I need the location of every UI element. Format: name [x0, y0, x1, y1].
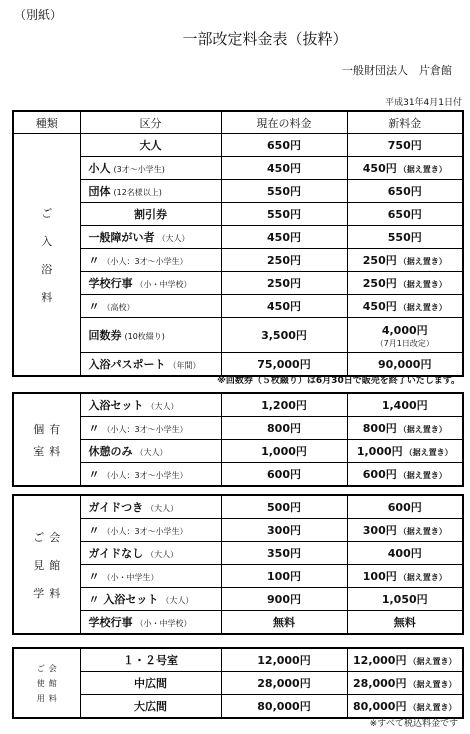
table-row: [13, 695, 463, 719]
current-price-cell: 100円: [221, 565, 347, 588]
new-price-note: （据え置き）: [404, 448, 453, 457]
category-name: 入浴パスポート: [88, 358, 166, 371]
section-label-char: 館: [49, 558, 61, 572]
current-price-cell: 3,500円: [221, 318, 347, 353]
category-name: 〃: [88, 300, 100, 313]
tour-fee-table: [12, 494, 464, 635]
new-price-cell: [347, 672, 463, 695]
hall-section-label: [13, 648, 80, 718]
new-price: 250円: [362, 277, 397, 290]
col-header-current: 現在の料金: [221, 111, 347, 134]
new-price-cell: [347, 519, 463, 542]
col-header-new: 新料金: [347, 111, 463, 134]
current-price-cell: 無料: [221, 611, 347, 635]
current-price-cell: 250円: [221, 272, 347, 295]
col-header-category: 区分: [80, 111, 221, 134]
attachment-label: （別紙）: [14, 8, 63, 22]
section-label-char: 会: [48, 663, 57, 673]
new-price: 400円: [387, 547, 422, 560]
category-name: 小人: [88, 162, 111, 175]
category-name: 回数券: [88, 329, 122, 342]
current-price-cell: 550円: [221, 180, 347, 203]
section-label-char: 用: [36, 693, 45, 703]
category-sub: （小人：3才～小学生）: [102, 527, 188, 536]
table-row: [13, 519, 463, 542]
new-price: 600円: [387, 501, 422, 514]
current-price-cell: 450円: [221, 295, 347, 318]
category-name: 休憩のみ: [88, 445, 133, 458]
current-price-cell: 550円: [221, 203, 347, 226]
new-price-note: （据え置き）: [398, 303, 447, 312]
table-row: [13, 542, 463, 565]
section-label-char: 浴: [41, 262, 53, 276]
new-price: 1,400円: [381, 399, 428, 412]
category-cell: [80, 495, 221, 519]
new-price-cell: [347, 611, 463, 635]
section-label-char: 料: [41, 290, 53, 304]
table-row: [13, 611, 463, 635]
current-price-cell: 450円: [221, 157, 347, 180]
section-label-char: ご: [41, 206, 53, 220]
table-row: [13, 588, 463, 611]
new-price: 300円: [362, 524, 397, 537]
new-price-cell: [347, 134, 463, 157]
category-cell: [80, 463, 221, 487]
table-row: [13, 249, 463, 272]
new-price: 90,000円: [378, 358, 432, 371]
category-cell: [80, 226, 221, 249]
category-cell: [80, 440, 221, 463]
table-row: [13, 295, 463, 318]
organization-name: 一般財団法人 片倉館: [342, 64, 452, 77]
category-name: 〃: [88, 468, 100, 481]
category-cell: [80, 672, 221, 695]
new-price-cell: [347, 565, 463, 588]
new-price-cell: [347, 226, 463, 249]
category-sub: （年間）: [168, 361, 201, 370]
new-price: 100円: [362, 570, 397, 583]
new-price: 550円: [387, 231, 422, 244]
current-price-cell: 300円: [221, 519, 347, 542]
category-sub: （小・中学校）: [135, 619, 192, 628]
new-price-cell: [347, 203, 463, 226]
table-row: [13, 272, 463, 295]
section-label-char: 使: [36, 678, 45, 688]
new-price: 600円: [362, 468, 397, 481]
section-label-char: ご: [36, 663, 45, 673]
category-cell: [80, 203, 221, 226]
bath-section-label: [13, 134, 80, 377]
new-price-note: （据え置き）: [408, 657, 457, 666]
section-label-char: 入: [41, 234, 53, 248]
current-price-cell: 600円: [221, 463, 347, 487]
new-price: 650円: [387, 185, 422, 198]
new-price-note: （7月1日改定）: [375, 338, 434, 348]
category-cell: [80, 588, 221, 611]
category-name: 入浴セット: [88, 399, 144, 412]
new-price-note: （据え置き）: [398, 471, 447, 480]
bath-footnote: ※回数券（５枚綴り）は6月30日で販売を終了いたします。: [217, 376, 460, 386]
table-row: [13, 157, 463, 180]
new-price-cell: [347, 318, 463, 353]
category-cell: [80, 272, 221, 295]
category-name: 〃: [88, 254, 100, 267]
category-sub: (10枚綴り): [124, 332, 165, 341]
category-cell: [80, 417, 221, 440]
category-sub: （小人：3才～小学生）: [102, 425, 188, 434]
current-price-cell: 80,000円: [221, 695, 347, 719]
current-price-cell: 500円: [221, 495, 347, 519]
table-row: [13, 226, 463, 249]
table-row: [13, 565, 463, 588]
new-price-note: （据え置き）: [398, 257, 447, 266]
category-sub: （小・中学校）: [135, 280, 192, 289]
section-label-char: ご: [33, 530, 45, 544]
category-cell: [80, 249, 221, 272]
section-label-text: [14, 205, 80, 305]
new-price-cell: [347, 295, 463, 318]
table-row: [13, 463, 463, 487]
new-price-note: （据え置き）: [398, 165, 447, 174]
new-price-cell: [347, 417, 463, 440]
new-price-cell: [347, 495, 463, 519]
col-header-type: 種類: [13, 111, 80, 134]
category-cell: [80, 353, 221, 377]
current-price-cell: 75,000円: [221, 353, 347, 377]
category-name: 一般障がい者: [88, 231, 155, 244]
category-sub: (3才～小学生): [113, 165, 165, 174]
section-label-char: 料: [49, 586, 61, 600]
category-name: 大広間: [134, 700, 167, 713]
new-price: 450円: [362, 162, 397, 175]
new-price: 80,000円: [353, 700, 407, 713]
category-sub: （大人）: [146, 504, 179, 513]
new-price: 1,050円: [381, 593, 428, 606]
new-price-cell: [347, 249, 463, 272]
table-row: [13, 180, 463, 203]
new-price: 無料: [393, 616, 416, 629]
new-price: 12,000円: [353, 654, 407, 667]
current-price-cell: 1,000円: [221, 440, 347, 463]
current-price-cell: 28,000円: [221, 672, 347, 695]
new-price-cell: [347, 180, 463, 203]
category-name: 学校行事: [88, 277, 133, 290]
tax-footnote: ※すべて税込料金です: [369, 719, 458, 729]
current-price-cell: 350円: [221, 542, 347, 565]
private-room-fee-table: [12, 392, 464, 487]
new-price-cell: [347, 588, 463, 611]
category-cell: [80, 393, 221, 417]
new-price-cell: [347, 542, 463, 565]
category-name: 〃: [88, 422, 100, 435]
new-price-note: （据え置き）: [408, 680, 457, 689]
current-price-cell: 650円: [221, 134, 347, 157]
new-price-note: （据え置き）: [398, 573, 447, 582]
table-row: [13, 495, 463, 519]
new-price: 4,000円: [381, 323, 428, 337]
new-price-cell: [347, 463, 463, 487]
section-label-text: [14, 421, 80, 459]
table-row: [13, 134, 463, 157]
new-price-note: （据え置き）: [408, 703, 457, 712]
new-price-cell: [347, 157, 463, 180]
table-header-row: [13, 111, 463, 134]
new-price: 750円: [387, 139, 422, 152]
section-label-char: 会: [49, 530, 61, 544]
category-sub: （大人）: [161, 596, 194, 605]
section-label-char: 個: [33, 422, 45, 436]
section-label-char: 有: [49, 422, 61, 436]
current-price-cell: 900円: [221, 588, 347, 611]
new-price: 250円: [362, 254, 397, 267]
bath-fee-table: [12, 110, 464, 377]
category-name: 中広間: [134, 677, 167, 690]
category-cell: [80, 295, 221, 318]
table-row: [13, 417, 463, 440]
current-price-cell: 250円: [221, 249, 347, 272]
effective-date: 平成31年4月1日付: [385, 98, 462, 108]
hall-fee-table: [12, 647, 464, 719]
category-name: ガイドつき: [88, 501, 144, 514]
category-cell: [80, 648, 221, 672]
category-sub: （大人）: [157, 234, 190, 243]
section-label-text: [14, 663, 80, 704]
category-cell: [80, 157, 221, 180]
section-label-char: 見: [33, 558, 45, 572]
new-price: 1,000円: [356, 445, 403, 458]
table-row: [13, 393, 463, 417]
new-price-cell: [347, 648, 463, 672]
table-row: [13, 672, 463, 695]
new-price-cell: [347, 393, 463, 417]
category-sub: （小・中学生）: [102, 573, 159, 582]
table-row: [13, 440, 463, 463]
tour-section-label: [13, 495, 80, 634]
current-price-cell: 12,000円: [221, 648, 347, 672]
new-price: 450円: [362, 300, 397, 313]
category-name: 学校行事: [88, 616, 133, 629]
new-price: 800円: [362, 422, 397, 435]
category-cell: [80, 695, 221, 719]
table-row: [13, 203, 463, 226]
category-name: 〃: [88, 570, 100, 583]
category-name: 〃 入浴セット: [88, 593, 159, 606]
category-sub: （大人）: [135, 448, 168, 457]
category-sub: （大人）: [146, 402, 179, 411]
section-label-char: 室: [33, 444, 45, 458]
category-name: ガイドなし: [88, 547, 144, 560]
new-price-note: （据え置き）: [398, 527, 447, 536]
section-label-char: 料: [48, 693, 57, 703]
category-cell: [80, 180, 221, 203]
page-title: 一部改定料金表（抜粋）: [182, 30, 348, 48]
category-cell: [80, 134, 221, 157]
new-price: 28,000円: [353, 677, 407, 690]
category-sub: （小人：3才～小学生）: [102, 471, 188, 480]
section-label-char: 料: [49, 444, 61, 458]
category-cell: [80, 318, 221, 353]
new-price-note: （据え置き）: [398, 280, 447, 289]
category-name: 割引券: [134, 208, 167, 221]
category-sub: (12名様以上): [113, 188, 162, 197]
category-cell: [80, 611, 221, 635]
category-sub: （高校）: [102, 303, 135, 312]
category-name: 〃: [88, 524, 100, 537]
new-price-cell: [347, 695, 463, 719]
private_room-section-label: [13, 393, 80, 486]
category-sub: （小人：3才～小学生）: [102, 257, 188, 266]
category-cell: [80, 542, 221, 565]
category-cell: [80, 565, 221, 588]
category-cell: [80, 519, 221, 542]
current-price-cell: 450円: [221, 226, 347, 249]
new-price-cell: [347, 272, 463, 295]
category-name: １・２号室: [123, 654, 178, 667]
new-price-note: （据え置き）: [398, 425, 447, 434]
new-price: 650円: [387, 208, 422, 221]
category-name: 大人: [139, 139, 162, 152]
section-label-char: 館: [48, 678, 57, 688]
table-row: [13, 318, 463, 353]
current-price-cell: 800円: [221, 417, 347, 440]
current-price-cell: 1,200円: [221, 393, 347, 417]
category-sub: （大人）: [146, 550, 179, 559]
section-label-text: [14, 529, 80, 601]
table-row: [13, 648, 463, 672]
section-label-char: 学: [33, 586, 45, 600]
new-price-cell: [347, 440, 463, 463]
category-name: 団体: [88, 185, 111, 198]
